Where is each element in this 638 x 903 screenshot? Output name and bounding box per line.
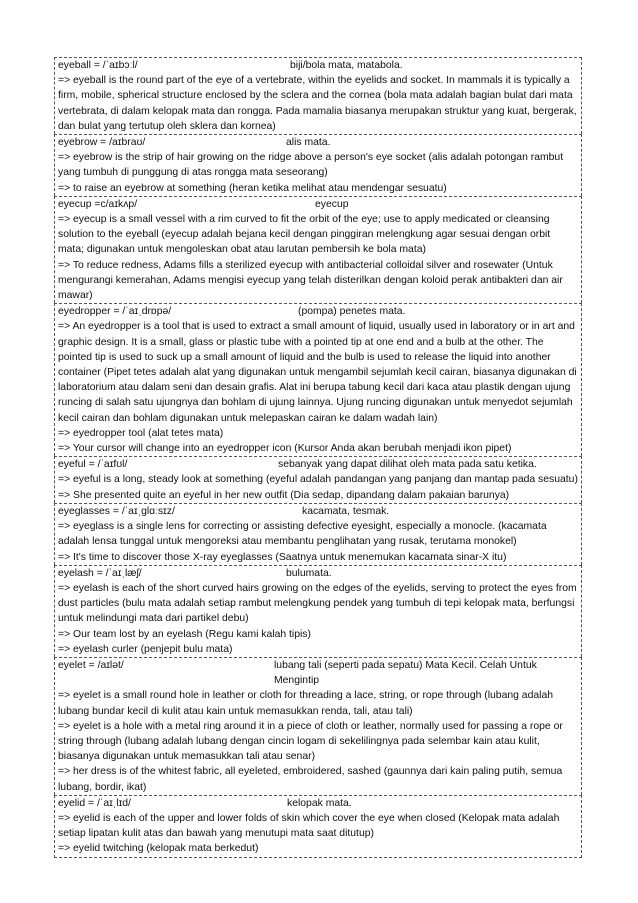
entry-header	[58, 304, 579, 319]
entry-line: => Our team lost by an eyelash (Regu kami kalah tipis)	[58, 628, 311, 640]
entry-translation: kacamata, tesmak.	[302, 505, 390, 517]
entry-term: eyeful = /ˈaɪfʊl/	[58, 459, 128, 471]
entry-term: eyebrow = /aɪbraʊ/	[58, 137, 146, 149]
entry-line: => to raise an eyebrow at something (heran ketika melihat atau mendengar sesuatu)	[58, 182, 447, 194]
entry-term: eyecup =c/aɪkʌp/	[58, 198, 138, 210]
entry-eyedropper	[54, 303, 582, 456]
entry-line: => She presented quite an eyeful in her new outfit (Dia sedap, dipandang dalam pakaian barunya)	[58, 489, 510, 501]
entry-eyeball	[54, 57, 582, 134]
entry-header	[58, 457, 579, 472]
entry-eyecup	[54, 196, 582, 303]
entry-header	[58, 796, 579, 811]
entry-eyebrow	[54, 134, 582, 196]
entry-eyelash	[54, 565, 582, 657]
entry-line: => eyelid is each of the upper and lower folds of skin which cover the eye when closed (Kelopak mata adalah setiap lipatan kulit atas dan bawah yang menutupi mata saat ditutup)	[58, 812, 560, 840]
entry-line: => To reduce redness, Adams fills a sterilized eyecup with antibacterial colloidal silver and rosewater (Untuk mengurangi kemerahan, Adams mengisi eyecup yang telah disterilkan dengan koloid perak antibakteri dan air mawar)	[58, 259, 563, 302]
entry-translation: (pompa) penetes mata.	[298, 306, 406, 318]
entry-line: => eyelash curler (penjepit bulu mata)	[58, 643, 233, 655]
entry-line: => eyelet is a small round hole in leather or cloth for threading a lace, string, or rope through (lubang adalah lubang bundar kecil di kulit atau kain untuk memasukkan renda, tali, atau tali)	[58, 690, 554, 717]
entry-translation: lubang tali (seperti pada sepatu) Mata Kecil. Celah Untuk Mengintip	[274, 659, 537, 687]
entry-term: eyedropper = /ˈaɪˌdrɒpə/	[58, 306, 172, 318]
entry-term: eyeball = /ˈaɪbɔːl/	[58, 60, 138, 71]
entry-term: eyelash = /ˈaɪˌlæʃ/	[58, 567, 142, 579]
entry-line: => eyelash is each of the short curved hairs growing on the edges of the eyelids, serving to protect the eyes from dust particles (bulu mata adalah setiap rambut melengkung pendek yang tumbuh di tepi kelopak mata, berfungsi untuk melindungi mata dari partikel debu)	[58, 582, 577, 625]
entry-translation: bulumata.	[286, 567, 332, 579]
entry-translation: kelopak mata.	[287, 797, 352, 809]
entry-header	[58, 658, 579, 688]
entry-term: eyelet = /aɪlət/	[58, 659, 124, 671]
entry-translation: eyecup	[315, 198, 349, 210]
entry-header	[58, 566, 579, 581]
entry-line: => eyecup is a small vessel with a rim curved to fit the orbit of the eye; use to apply medicated or cleansing solution to the eyeball (eyecup adalah bejana kecil dengan pinggiran melengkung agar sesuai dengan orbit mata; digunakan untuk mengoleskan obat atau larutan pembersih ke bola mata)	[58, 214, 551, 256]
entry-term: eyeglasses = /ˈaɪˌɡlɑːsɪz/	[58, 505, 175, 517]
entry-line: => eyebrow is the strip of hair growing on the ridge above a person's eye socket (alis adalah potongan rambut yang tumbuh di punggung di atas rongga mata seseorang)	[58, 152, 564, 179]
entry-line: => eyeglass is a single lens for correcting or assisting defective eyesight, especially a monocle. (kacamata adalah lensa tunggal untuk mengoreksi atau membantu penglihatan yang rusak, terutama monokel)	[58, 521, 547, 548]
entry-line: => eyeball is the round part of the eye of a vertebrate, within the eyelids and socket. In mammals it is typically a firm, mobile, spherical structure enclosed by the sclera and the cornea (bola mata adalah bagian bulat dari mata vertebrata, di dalam kelopak mata dan rongga. Pada mamalia biasanya merupakan struktur yang kuat, bergerak, dan bulat yang tertutup oleh sklera dan kornea)	[58, 75, 577, 132]
entry-translation: sebanyak yang dapat dilihat oleh mata pada satu ketika.	[278, 459, 537, 471]
entry-line: => An eyedropper is a tool that is used to extract a small amount of liquid, usually used in laboratory or in art and graphic design. It is a small, glass or plastic tube with a pointed tip at one end and a bulb at the other. The pointed tip is used to suck up a small amount of liquid and the bulb is used to release the liquid into another container (Pipet tetes adalah alat yang digunakan untuk mengambil sejumlah kecil cairan, biasanya digunakan di laboratorium atau dalam seni dan desain grafis. Alat ini berupa tabung kecil dari kaca atau plastik dengan ujung runcing di salah satu ujungnya dan bohlam di ujung lainnya. Ujung runcing digunakan untuk menyedot sejumlah kecil cairan dan bohlam digunakan untuk melepaskan cairan ke dalam wadah lain)	[58, 321, 577, 424]
entry-line: => eyedropper tool (alat tetes mata)	[58, 427, 224, 439]
entry-header	[58, 504, 579, 519]
entry-line: => her dress is of the whitest fabric, all eyeleted, embroidered, sashed (gaunnya dari kain paling putih, semua lubang, bordir, ikat)	[58, 766, 563, 793]
entry-line: => It's time to discover those X-ray eyeglasses (Saatnya untuk menemukan kacamata sinar-X itu)	[58, 551, 507, 563]
entry-eyelid	[54, 795, 582, 858]
entry-eyeful	[54, 456, 582, 503]
entry-translation: biji/bola mata, matabola.	[290, 60, 403, 71]
dictionary-page	[54, 57, 582, 858]
entry-eyeglasses	[54, 503, 582, 565]
entry-eyelet	[54, 657, 582, 795]
entry-line: => eyelet is a hole with a metal ring around it in a piece of cloth or leather, normally used for passing a rope or string through (lubang adalah lubang dengan cincin logam di sekelilingnya pada selembar kain atau kulit, biasanya digunakan untuk memasukkan tali atau senar)	[58, 720, 563, 763]
entry-header	[58, 197, 579, 212]
entry-line: => eyelid twitching (kelopak mata berkedut)	[58, 843, 259, 855]
entry-translation: alis mata.	[286, 137, 331, 149]
entry-line: => Your cursor will change into an eyedropper icon (Kursor Anda akan berubah menjadi ikon pipet)	[58, 443, 512, 455]
entry-line: => eyeful is a long, steady look at something (eyeful adalah pandangan yang panjang dan mantap pada sesuatu)	[58, 474, 578, 486]
entry-header	[58, 135, 579, 150]
entry-header	[58, 58, 579, 73]
entry-term: eyelid = /ˈaɪˌlɪd/	[58, 797, 131, 809]
